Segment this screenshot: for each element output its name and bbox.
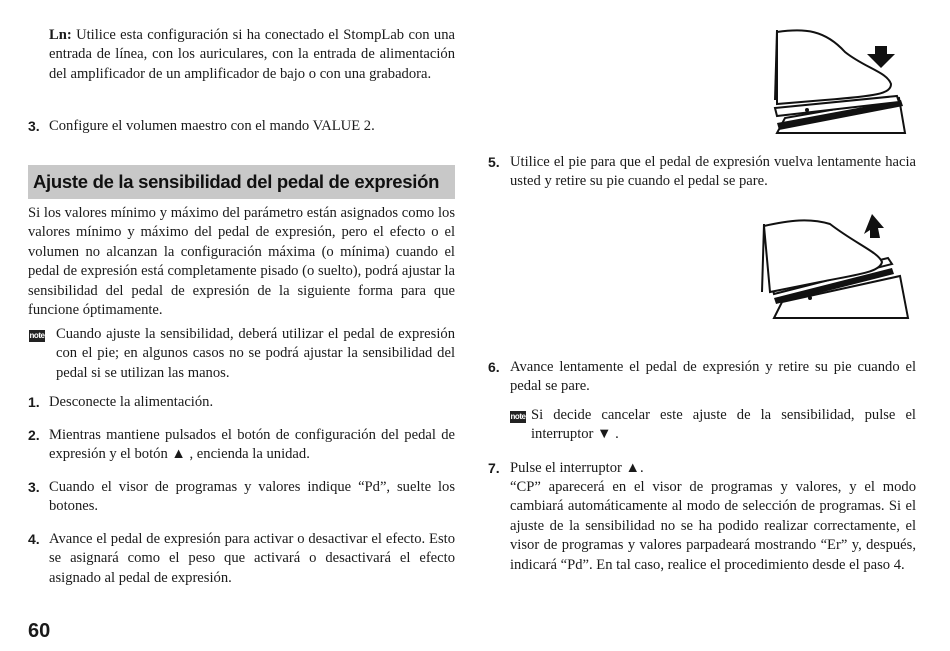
section-heading: Ajuste de la sensibilidad del pedal de expresión — [28, 165, 455, 199]
step-3a-text: Configure el volumen maestro con el mando VALUE 2. — [49, 118, 375, 134]
step-6-text: Avance lentamente el pedal de expresión y retire su pie cuando el pedal se pare. — [510, 359, 916, 395]
step-7-text: “CP” aparecerá en el visor de programas y valores, y el modo cambiará automáticamente al modo de selección de programas. Si el ajuste de la sensibilidad no se ha podido realizar correctamente, el visor de programas y valores parpadeará mostrando “Er” y, después, indicará “Pd”. En tal caso, realice el procedimiento desde el paso 4. — [510, 479, 916, 573]
step-3-text: Cuando el visor de programas y valores indique “Pd”, suelte los botones. — [49, 479, 455, 515]
step-4-text: Avance el pedal de expresión para activar o desactivar el efecto. Esto se asignará como el peso que activará o desactivará el efecto asignado al pedal de expresión. — [49, 531, 455, 586]
note2-text: Si decide cancelar este ajuste de la sensibilidad, pulse el interruptor ▼ . — [531, 407, 916, 443]
step-7-line1: Pulse el interruptor ▲. — [510, 460, 644, 476]
note-text: Cuando ajuste la sensibilidad, deberá utilizar el pedal de expresión con el pie; en algunos casos no se podrá ajustar la sensibilidad del pedal si se utilizan las manos. — [56, 326, 455, 381]
step-2-number: 2. — [28, 427, 40, 443]
step-5-number: 5. — [488, 154, 500, 170]
step-1-number: 1. — [28, 394, 40, 410]
ln-paragraph — [49, 26, 455, 84]
step-3a-number: 3. — [28, 118, 40, 134]
page-number: 60 — [28, 620, 51, 642]
pedal-released-illustration — [760, 212, 910, 322]
step-3-number: 3. — [28, 479, 40, 495]
step-4-number: 4. — [28, 531, 40, 547]
ln-text: Utilice esta configuración si ha conectado el StompLab con una entrada de línea, con los auriculares, con la entrada de alimentación del amplificador de un amplificador de bajo o con una grabadora. — [49, 27, 455, 82]
note2-icon: note — [510, 412, 526, 421]
step-2-text: Mientras mantiene pulsados el botón de configuración del pedal de expresión y el botón ▲ , encienda la unidad. — [49, 427, 455, 463]
step-5-text: Utilice el pie para que el pedal de expresión vuelva lentamente hacia usted y retire su pie cuando el pedal se pare. — [510, 154, 916, 190]
pedal-pressed-illustration — [765, 28, 910, 136]
note-icon: note — [29, 331, 45, 340]
intro-paragraph: Si los valores mínimo y máximo del parámetro están asignados como los valores mínimo y máximo del pedal de expresión, pero el efecto o el volumen no alcanzan la configuración máxima (o mínima) cuando el pedal de expresión está completamente pisado (o suelto), podrá ajustar la sensibilidad del pedal de expresión de la siguiente forma para que funcione óptimamente. — [28, 205, 455, 319]
step-1-text: Desconecte la alimentación. — [49, 394, 214, 410]
ln-label: Ln: — [49, 27, 72, 43]
step-6-number: 6. — [488, 359, 500, 375]
step-7-number: 7. — [488, 460, 500, 476]
